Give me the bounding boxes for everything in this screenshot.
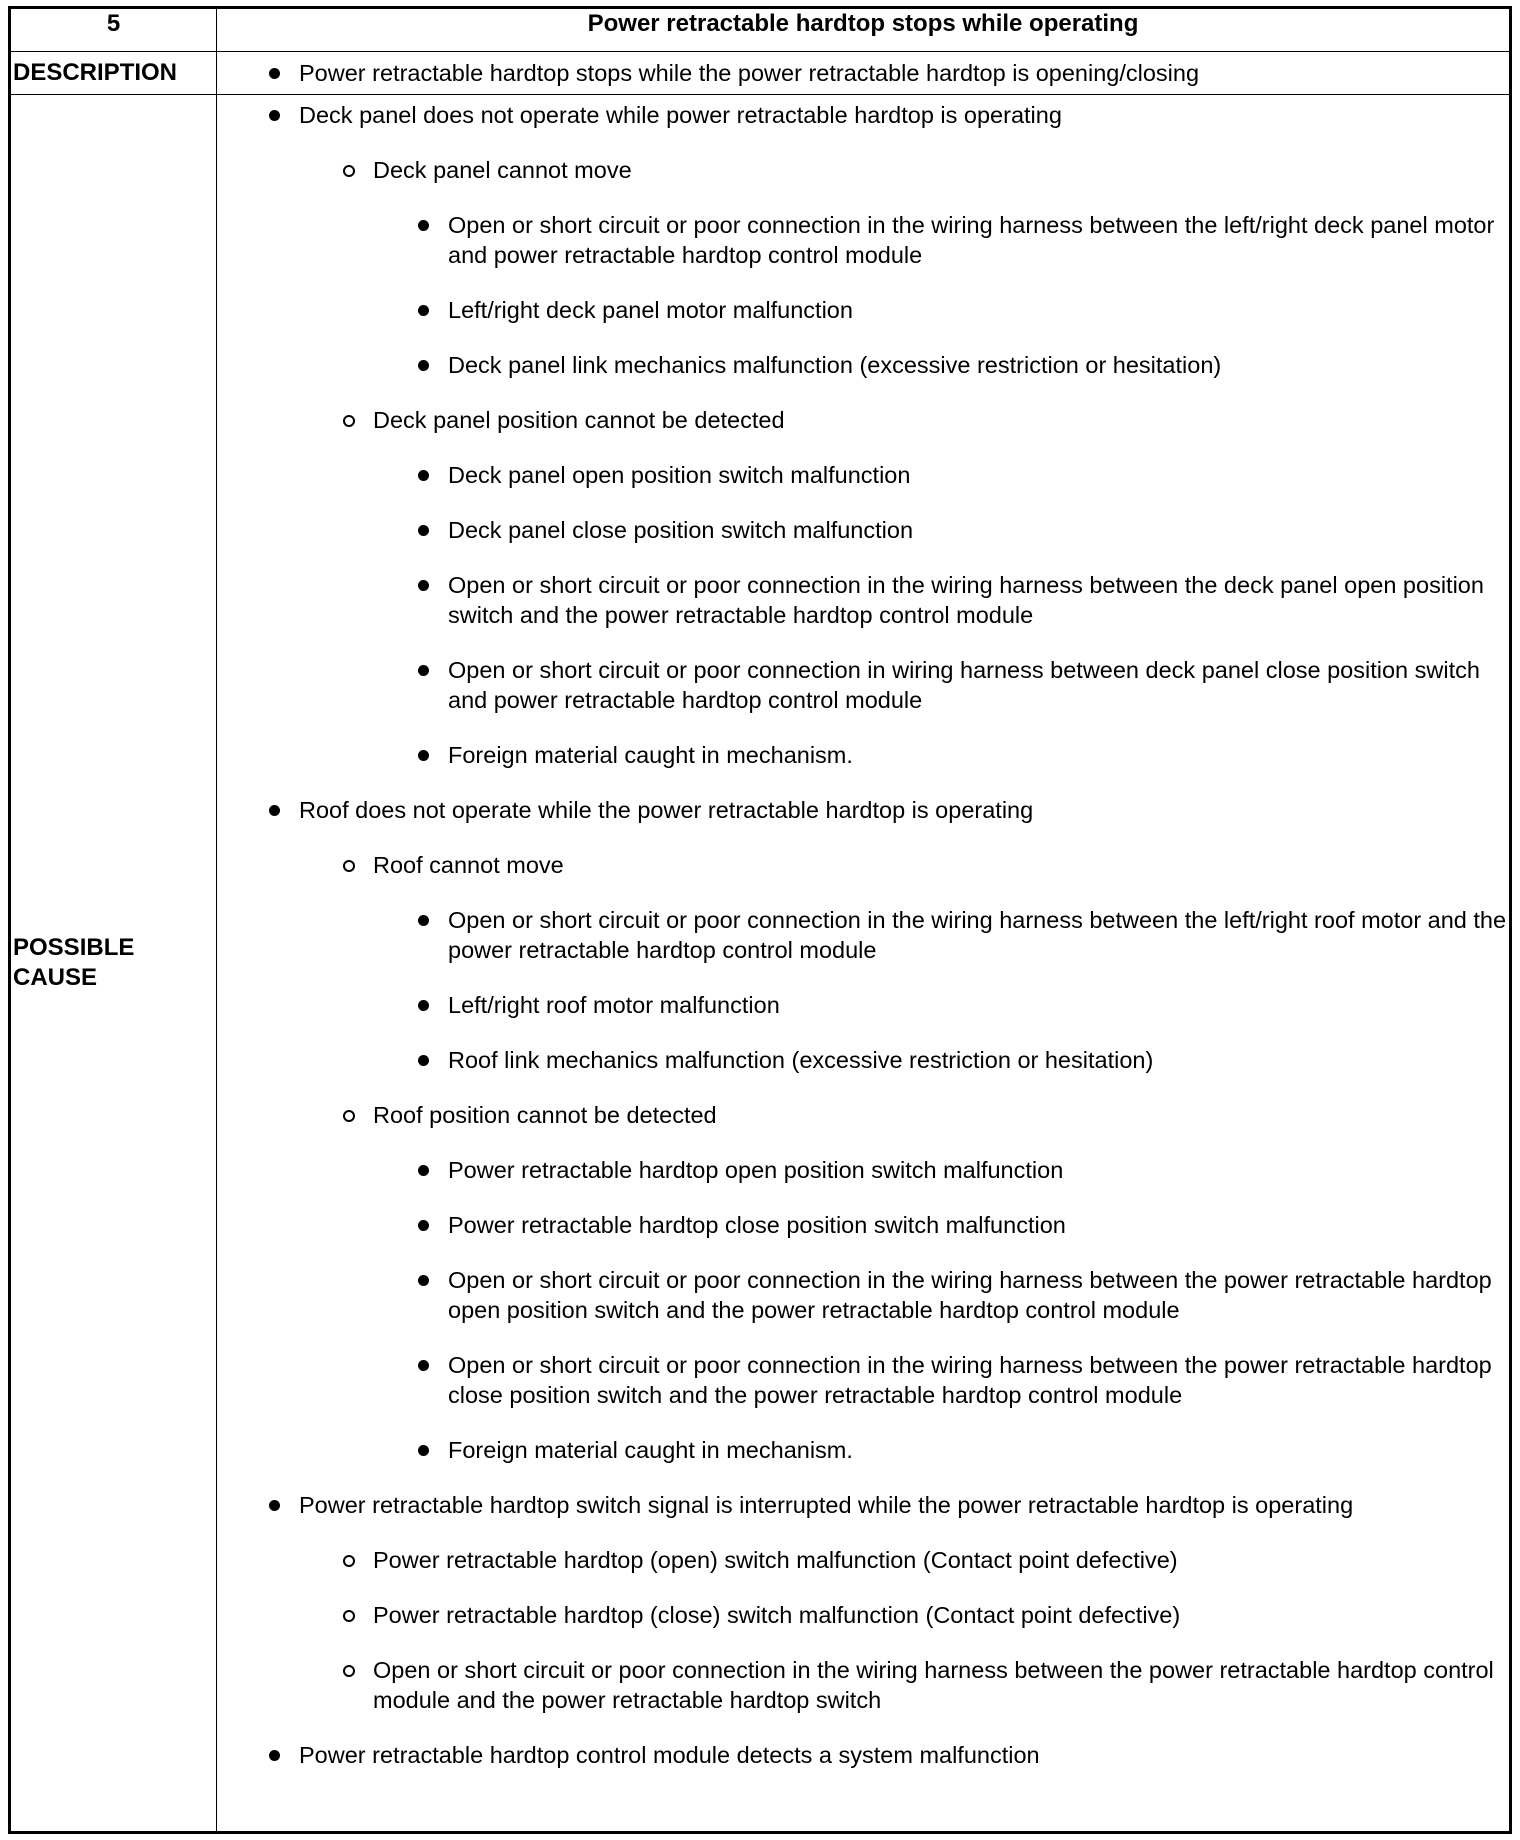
cause-item-level-3 [218, 515, 1508, 545]
cause-item-text: Power retractable hardtop close position switch malfunction [448, 1212, 1066, 1238]
cause-item-level-3 [218, 460, 1508, 490]
cause-item-text: Deck panel position cannot be detected [373, 407, 785, 433]
cause-item-text: Open or short circuit or poor connection in the wiring harness between the power retractable hardtop close position switch and the power retractable hardtop control module [448, 1352, 1492, 1408]
cause-item-text: Power retractable hardtop open position switch malfunction [448, 1157, 1064, 1183]
cause-item-level-2 [218, 1100, 1508, 1130]
cause-item-text: Power retractable hardtop (close) switch malfunction (Contact point defective) [373, 1602, 1181, 1628]
troubleshooting-table [10, 8, 1510, 1832]
cause-item-text: Roof position cannot be detected [373, 1102, 717, 1128]
cause-item-text: Power retractable hardtop (open) switch malfunction (Contact point defective) [373, 1547, 1178, 1573]
bullet-icon [418, 580, 429, 591]
cause-item-text: Left/right deck panel motor malfunction [448, 297, 853, 323]
bullet-icon [269, 805, 280, 816]
header-row [11, 9, 1510, 52]
bullet-icon [418, 470, 429, 481]
cause-item-level-2 [218, 1600, 1508, 1630]
bullet-icon [418, 1055, 429, 1066]
cause-item-text: Open or short circuit or poor connection in the wiring harness between the power retractable hardtop control module and the power retractable hardtop switch [373, 1657, 1494, 1713]
cause-item-level-2 [218, 850, 1508, 880]
description-item [218, 58, 1508, 88]
cause-item-level-1 [218, 1490, 1508, 1520]
bullet-icon [418, 360, 429, 371]
hollow-circle-bullet-icon [343, 415, 355, 427]
cause-item-level-1 [218, 100, 1508, 130]
cause-item-level-3 [218, 570, 1508, 630]
cause-item-level-2 [218, 405, 1508, 435]
possible-cause-label-line1: POSSIBLE [13, 934, 135, 961]
bullet-icon [418, 305, 429, 316]
cause-item-level-3 [218, 350, 1508, 380]
hollow-circle-bullet-icon [343, 165, 355, 177]
bullet-icon [418, 1360, 429, 1371]
hollow-circle-bullet-icon [343, 860, 355, 872]
cause-item-text: Deck panel link mechanics malfunction (excessive restriction or hesitation) [448, 352, 1222, 378]
cause-list [218, 96, 1508, 1770]
bullet-icon [269, 110, 280, 121]
hollow-circle-bullet-icon [343, 1610, 355, 1622]
bullet-icon [418, 915, 429, 926]
cause-item-text: Roof does not operate while the power retractable hardtop is operating [299, 797, 1034, 823]
cause-item-level-3 [218, 1045, 1508, 1075]
cause-item-level-2 [218, 1545, 1508, 1575]
cause-item-text: Deck panel cannot move [373, 157, 632, 183]
hollow-circle-bullet-icon [343, 1110, 355, 1122]
cause-item-text: Roof link mechanics malfunction (excessive restriction or hesitation) [448, 1047, 1154, 1073]
cause-item-text: Open or short circuit or poor connection in the wiring harness between the deck panel open position switch and the power retractable hardtop control module [448, 572, 1484, 628]
bullet-icon [418, 1000, 429, 1011]
bullet-icon [269, 1750, 280, 1761]
description-row [11, 52, 1510, 95]
cause-item-level-3 [218, 1210, 1508, 1240]
cause-item-text: Open or short circuit or poor connection in wiring harness between deck panel close position switch and power retractable hardtop control module [448, 657, 1480, 713]
cause-item-text: Foreign material caught in mechanism. [448, 1437, 853, 1463]
possible-cause-row [11, 95, 1510, 1832]
cause-item-level-3 [218, 295, 1508, 325]
hollow-circle-bullet-icon [343, 1555, 355, 1567]
cause-item-text: Foreign material caught in mechanism. [448, 742, 853, 768]
cause-item-level-3 [218, 990, 1508, 1020]
hollow-circle-bullet-icon [343, 1665, 355, 1677]
cause-item-text: Power retractable hardtop switch signal is interrupted while the power retractable hardtop is operating [299, 1492, 1354, 1518]
cause-item-level-3 [218, 1265, 1508, 1325]
description-cell [217, 52, 1510, 95]
cause-item-level-2 [218, 1655, 1508, 1715]
cause-item-level-3 [218, 740, 1508, 770]
bullet-icon [418, 1445, 429, 1456]
cause-item-level-1 [218, 1740, 1508, 1770]
cause-item-text: Open or short circuit or poor connection in the wiring harness between the left/right deck panel motor and power retractable hardtop control module [448, 212, 1495, 268]
bullet-icon [418, 750, 429, 761]
cause-item-text: Open or short circuit or poor connection in the wiring harness between the power retractable hardtop open position switch and the power retractable hardtop control module [448, 1267, 1492, 1323]
bullet-icon [269, 68, 280, 79]
cause-item-level-3 [218, 1435, 1508, 1465]
cause-item-text: Open or short circuit or poor connection in the wiring harness between the left/right roof motor and the power retractable hardtop control module [448, 907, 1507, 963]
description-text: Power retractable hardtop stops while the power retractable hardtop is opening/closing [299, 60, 1200, 86]
page-title: Power retractable hardtop stops while operating [217, 9, 1510, 52]
bullet-icon [418, 220, 429, 231]
possible-cause-label [11, 95, 217, 1832]
cause-item-text: Roof cannot move [373, 852, 564, 878]
cause-item-level-3 [218, 905, 1508, 965]
cause-item-text: Deck panel does not operate while power retractable hardtop is operating [299, 102, 1062, 128]
cause-item-level-2 [218, 155, 1508, 185]
cause-item-text: Left/right roof motor malfunction [448, 992, 780, 1018]
cause-item-text: Power retractable hardtop control module detects a system malfunction [299, 1742, 1040, 1768]
possible-cause-label-line2: CAUSE [13, 964, 98, 991]
bullet-icon [418, 1220, 429, 1231]
cause-item-level-3 [218, 210, 1508, 270]
cause-item-level-3 [218, 1155, 1508, 1185]
troubleshooting-table-frame [8, 6, 1512, 1834]
bullet-icon [418, 525, 429, 536]
cause-item-text: Deck panel open position switch malfunction [448, 462, 911, 488]
cause-item-level-1 [218, 795, 1508, 825]
bullet-icon [418, 1275, 429, 1286]
cause-item-text: Deck panel close position switch malfunction [448, 517, 914, 543]
possible-cause-cell [217, 95, 1510, 1832]
bullet-icon [418, 665, 429, 676]
cause-item-level-3 [218, 655, 1508, 715]
step-number: 5 [11, 9, 217, 52]
cause-item-level-3 [218, 1350, 1508, 1410]
bullet-icon [418, 1165, 429, 1176]
description-label: DESCRIPTION [11, 52, 217, 95]
bullet-icon [269, 1500, 280, 1511]
